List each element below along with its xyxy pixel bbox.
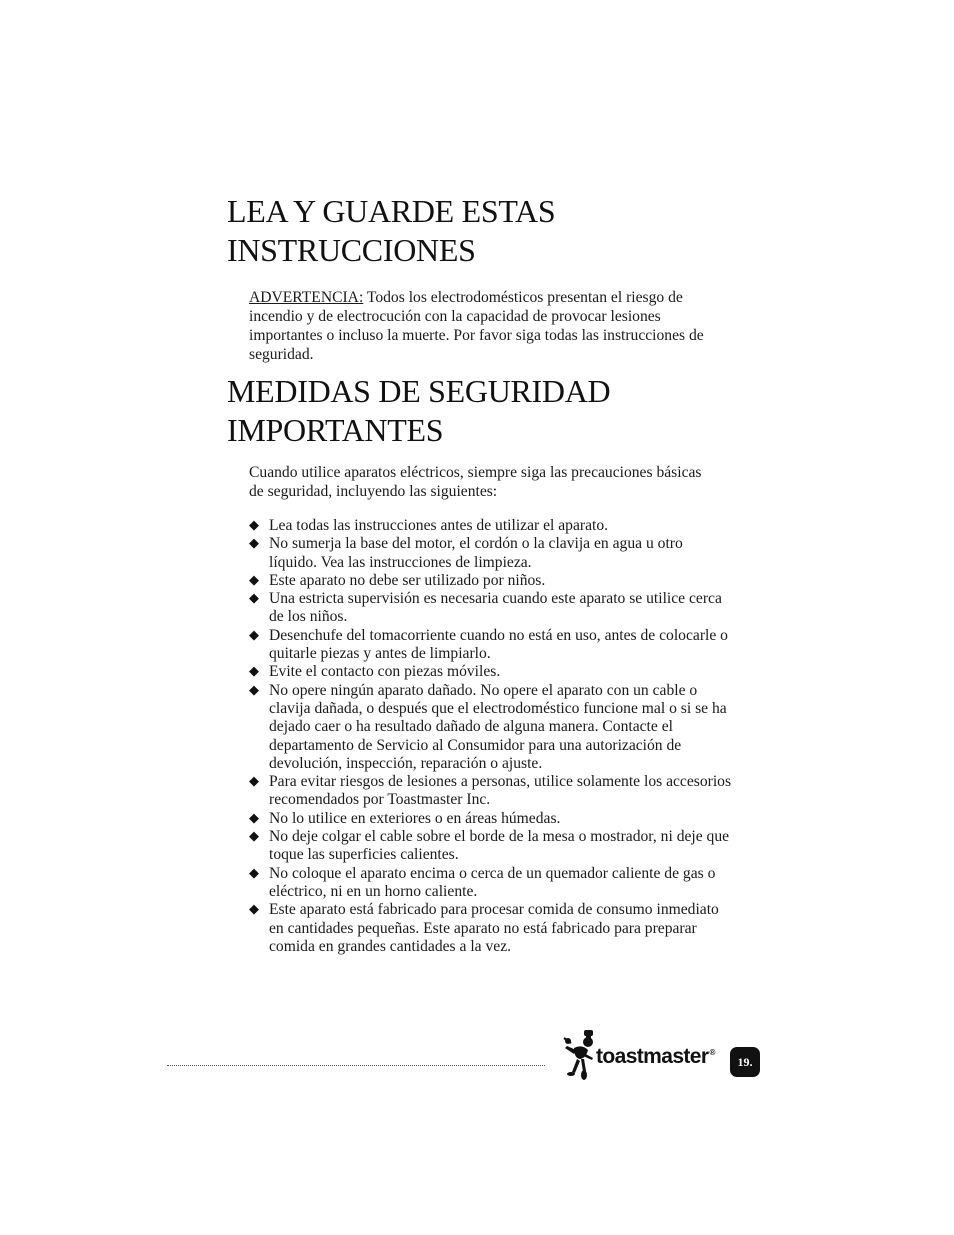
safety-bullet-item xyxy=(249,773,734,810)
bullet-text: No lo utilice en exteriores o en áreas húmedas. xyxy=(269,809,561,827)
bullet-text: No sumerja la base del motor, el cordón o la clavija en agua u otro líquido. Vea las instrucciones de limpieza. xyxy=(269,535,683,571)
diamond-bullet-icon: ◆ xyxy=(249,682,259,698)
warning-paragraph xyxy=(249,288,734,364)
bullet-text: Evite el contacto con piezas móviles. xyxy=(269,663,501,681)
warning-label: ADVERTENCIA: xyxy=(249,289,364,306)
warning-text: Todos los electrodomésticos presentan el riesgo de incendio y de electrocución con la capacidad de provocar lesiones importantes o incluso la muerte. Por favor siga todas las instrucciones de seguridad. xyxy=(249,289,704,363)
safety-bullet-item xyxy=(249,682,734,773)
brand-name: toastmaster® xyxy=(596,1045,715,1068)
diamond-bullet-icon: ◆ xyxy=(249,627,259,643)
bullet-text: Una estricta supervisión es necesaria cuando este aparato se utilice cerca de los niños. xyxy=(269,590,722,626)
safety-bullet-item xyxy=(249,828,734,865)
bullet-text: No coloque el aparato encima o cerca de un quemador caliente de gas o eléctrico, ni en un horno caliente. xyxy=(269,864,716,900)
diamond-bullet-icon: ◆ xyxy=(249,572,259,588)
title-line: MEDIDAS DE SEGURIDAD xyxy=(227,373,611,409)
safety-bullet-item xyxy=(249,810,734,828)
diamond-bullet-icon: ◆ xyxy=(249,865,259,881)
diamond-bullet-icon: ◆ xyxy=(249,810,259,826)
title-line: LEA Y GUARDE ESTAS xyxy=(227,193,556,229)
safety-bullet-list xyxy=(249,517,734,956)
safety-bullet-item xyxy=(249,865,734,902)
section-title-safety-measures xyxy=(227,372,727,450)
diamond-bullet-icon: ◆ xyxy=(249,829,259,845)
page-number-badge: 19. xyxy=(730,1047,760,1077)
diamond-bullet-icon: ◆ xyxy=(249,902,259,918)
toastmaster-logo xyxy=(562,1028,722,1080)
bullet-text: Para evitar riesgos de lesiones a personas, utilice solamente los accesorios recomendados por Toastmaster Inc. xyxy=(269,773,732,809)
safety-bullet-item xyxy=(249,535,734,572)
title-line: IMPORTANTES xyxy=(227,412,444,448)
intro-paragraph: Cuando utilice aparatos eléctricos, siempre siga las precauciones básicas de seguridad, incluyendo las siguientes: xyxy=(249,464,702,500)
bullet-text: Desenchufe del tomacorriente cuando no está en uso, antes de colocarle o quitarle piezas y antes de limpiarlo. xyxy=(269,626,728,663)
chef-mascot-icon xyxy=(562,1028,596,1080)
diamond-bullet-icon: ◆ xyxy=(249,536,259,552)
bullet-text: Lea todas las instrucciones antes de utilizar el aparato. xyxy=(269,517,609,534)
footer-dotted-rule xyxy=(167,1065,545,1066)
diamond-bullet-icon: ◆ xyxy=(249,591,259,607)
safety-bullet-item xyxy=(249,901,734,956)
safety-bullet-item xyxy=(249,590,734,627)
diamond-bullet-icon: ◆ xyxy=(249,664,259,680)
bullet-text: Este aparato está fabricado para procesar comida de consumo inmediato en cantidades pequeñas. Este aparato no está fabricado para preparar comida en grandes cantidades a la vez. xyxy=(269,901,719,955)
section-title-read-and-save xyxy=(227,192,727,270)
diamond-bullet-icon: ◆ xyxy=(249,518,259,533)
bullet-text: No deje colgar el cable sobre el borde de la mesa o mostrador, ni deje que toque las superficies calientes. xyxy=(269,828,730,864)
safety-bullet-item xyxy=(249,627,734,664)
safety-bullet-item xyxy=(249,572,734,590)
bullet-text: Este aparato no debe ser utilizado por niños. xyxy=(269,571,546,589)
safety-bullet-item xyxy=(249,517,734,535)
trademark-mark: ® xyxy=(709,1048,715,1057)
title-line: INSTRUCCIONES xyxy=(227,232,476,268)
bullet-text: No opere ningún aparato dañado. No opere el aparato con un cable o clavija dañada, o después que el electrodoméstico funcione mal o si se ha dejado caer o ha resultado dañado de alguna manera. Contacte el departamento de Servicio al Consumidor para una autorización de devolución, inspección, reparación o ajuste. xyxy=(269,681,727,772)
diamond-bullet-icon: ◆ xyxy=(249,774,259,790)
safety-bullet-item xyxy=(249,663,734,681)
